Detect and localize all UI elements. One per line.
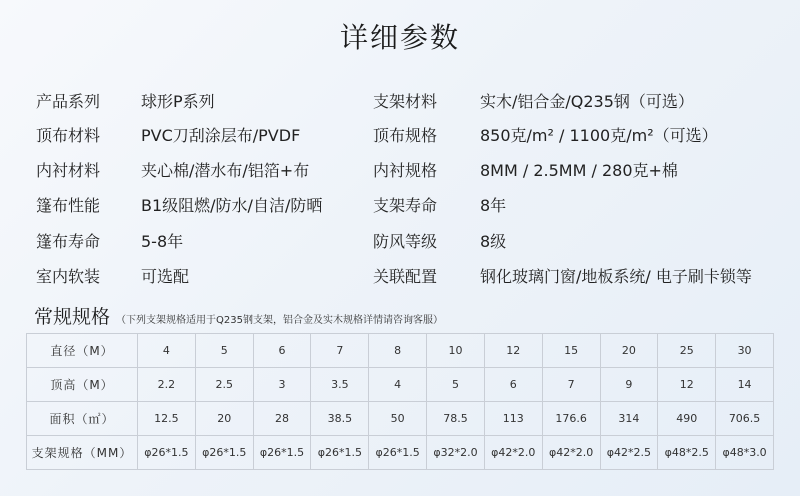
table-cell: 4 xyxy=(138,334,196,368)
table-cell: 4 xyxy=(369,368,427,402)
table-cell: 12.5 xyxy=(138,402,196,436)
param-label: 顶布材料 xyxy=(36,126,101,145)
spec-note: （下列支架规格适用于Q235钢支架，铝合金及实木规格详情请咨询客服） xyxy=(116,315,443,326)
table-cell: 38.5 xyxy=(311,402,369,436)
table-cell: φ26*1.5 xyxy=(369,436,427,470)
param-label: 内衬规格 xyxy=(373,161,438,180)
table-cell: φ26*1.5 xyxy=(138,436,196,470)
param-value: 夹心棉/潜水布/铝箔+布 xyxy=(141,161,310,180)
table-cell: 12 xyxy=(484,334,542,368)
table-cell: φ26*1.5 xyxy=(195,436,253,470)
table-cell: 176.6 xyxy=(542,402,600,436)
table-cell: 15 xyxy=(542,334,600,368)
table-cell: 113 xyxy=(484,402,542,436)
table-cell: 7 xyxy=(542,368,600,402)
table-cell: 6 xyxy=(484,368,542,402)
param-value: 实木/铝合金/Q235钢（可选） xyxy=(480,92,694,111)
param-value: B1级阻燃/防水/自洁/防晒 xyxy=(141,196,323,215)
row-label: 面积（㎡） xyxy=(27,402,138,436)
table-cell: 5 xyxy=(427,368,485,402)
table-cell: 2.2 xyxy=(138,368,196,402)
table-cell: 314 xyxy=(600,402,658,436)
row-label: 顶高（M） xyxy=(27,368,138,402)
param-label: 内衬材料 xyxy=(36,161,101,180)
table-cell: 30 xyxy=(716,334,774,368)
table-cell: 25 xyxy=(658,334,716,368)
table-cell: 2.5 xyxy=(195,368,253,402)
table-cell: φ42*2.0 xyxy=(484,436,542,470)
table-cell: 5 xyxy=(195,334,253,368)
table-cell: 3.5 xyxy=(311,368,369,402)
spec-heading: 常规规格 xyxy=(34,306,111,328)
param-label: 篷布寿命 xyxy=(36,232,101,251)
param-label: 顶布规格 xyxy=(373,126,438,145)
table-cell: 50 xyxy=(369,402,427,436)
param-label: 室内软装 xyxy=(36,267,101,286)
table-cell: 12 xyxy=(658,368,716,402)
param-value: 可选配 xyxy=(141,267,190,286)
param-label: 支架材料 xyxy=(373,92,438,111)
table-cell: 7 xyxy=(311,334,369,368)
table-row xyxy=(27,368,774,402)
param-label: 关联配置 xyxy=(373,267,438,286)
table-cell: 28 xyxy=(253,402,311,436)
table-cell: 14 xyxy=(716,368,774,402)
table-row xyxy=(27,334,774,368)
table-cell: 20 xyxy=(600,334,658,368)
param-value: 8级 xyxy=(480,232,507,251)
table-cell: φ32*2.0 xyxy=(427,436,485,470)
page-title: 详细参数 xyxy=(339,21,460,54)
param-value: 850克/m² / 1100克/m²（可选） xyxy=(480,126,718,145)
table-row xyxy=(27,436,774,470)
param-value: PVC刀刮涂层布/PVDF xyxy=(141,126,301,145)
param-value: 5-8年 xyxy=(141,232,184,251)
table-row xyxy=(27,402,774,436)
param-label: 产品系列 xyxy=(36,92,101,111)
table-cell: φ48*2.5 xyxy=(658,436,716,470)
table-cell: 6 xyxy=(253,334,311,368)
spec-table xyxy=(26,333,774,470)
table-cell: φ26*1.5 xyxy=(311,436,369,470)
param-label: 支架寿命 xyxy=(373,196,438,215)
param-label: 防风等级 xyxy=(373,232,438,251)
table-cell: 8 xyxy=(369,334,427,368)
param-label: 篷布性能 xyxy=(36,196,101,215)
table-cell: φ48*3.0 xyxy=(716,436,774,470)
row-label: 直径（M） xyxy=(27,334,138,368)
table-cell: 3 xyxy=(253,368,311,402)
table-cell: φ26*1.5 xyxy=(253,436,311,470)
table-cell: 706.5 xyxy=(716,402,774,436)
param-value: 8MM / 2.5MM / 280克+棉 xyxy=(480,161,678,180)
table-cell: 78.5 xyxy=(427,402,485,436)
table-cell: φ42*2.5 xyxy=(600,436,658,470)
table-cell: φ42*2.0 xyxy=(542,436,600,470)
param-value: 8年 xyxy=(480,196,507,215)
table-cell: 490 xyxy=(658,402,716,436)
param-value: 球形P系列 xyxy=(141,92,215,111)
table-cell: 20 xyxy=(195,402,253,436)
table-cell: 9 xyxy=(600,368,658,402)
table-cell: 10 xyxy=(427,334,485,368)
param-value: 钢化玻璃门窗/地板系统/ 电子刷卡锁等 xyxy=(480,267,752,286)
spec-header xyxy=(34,302,443,329)
row-label: 支架规格（MM） xyxy=(27,436,138,470)
